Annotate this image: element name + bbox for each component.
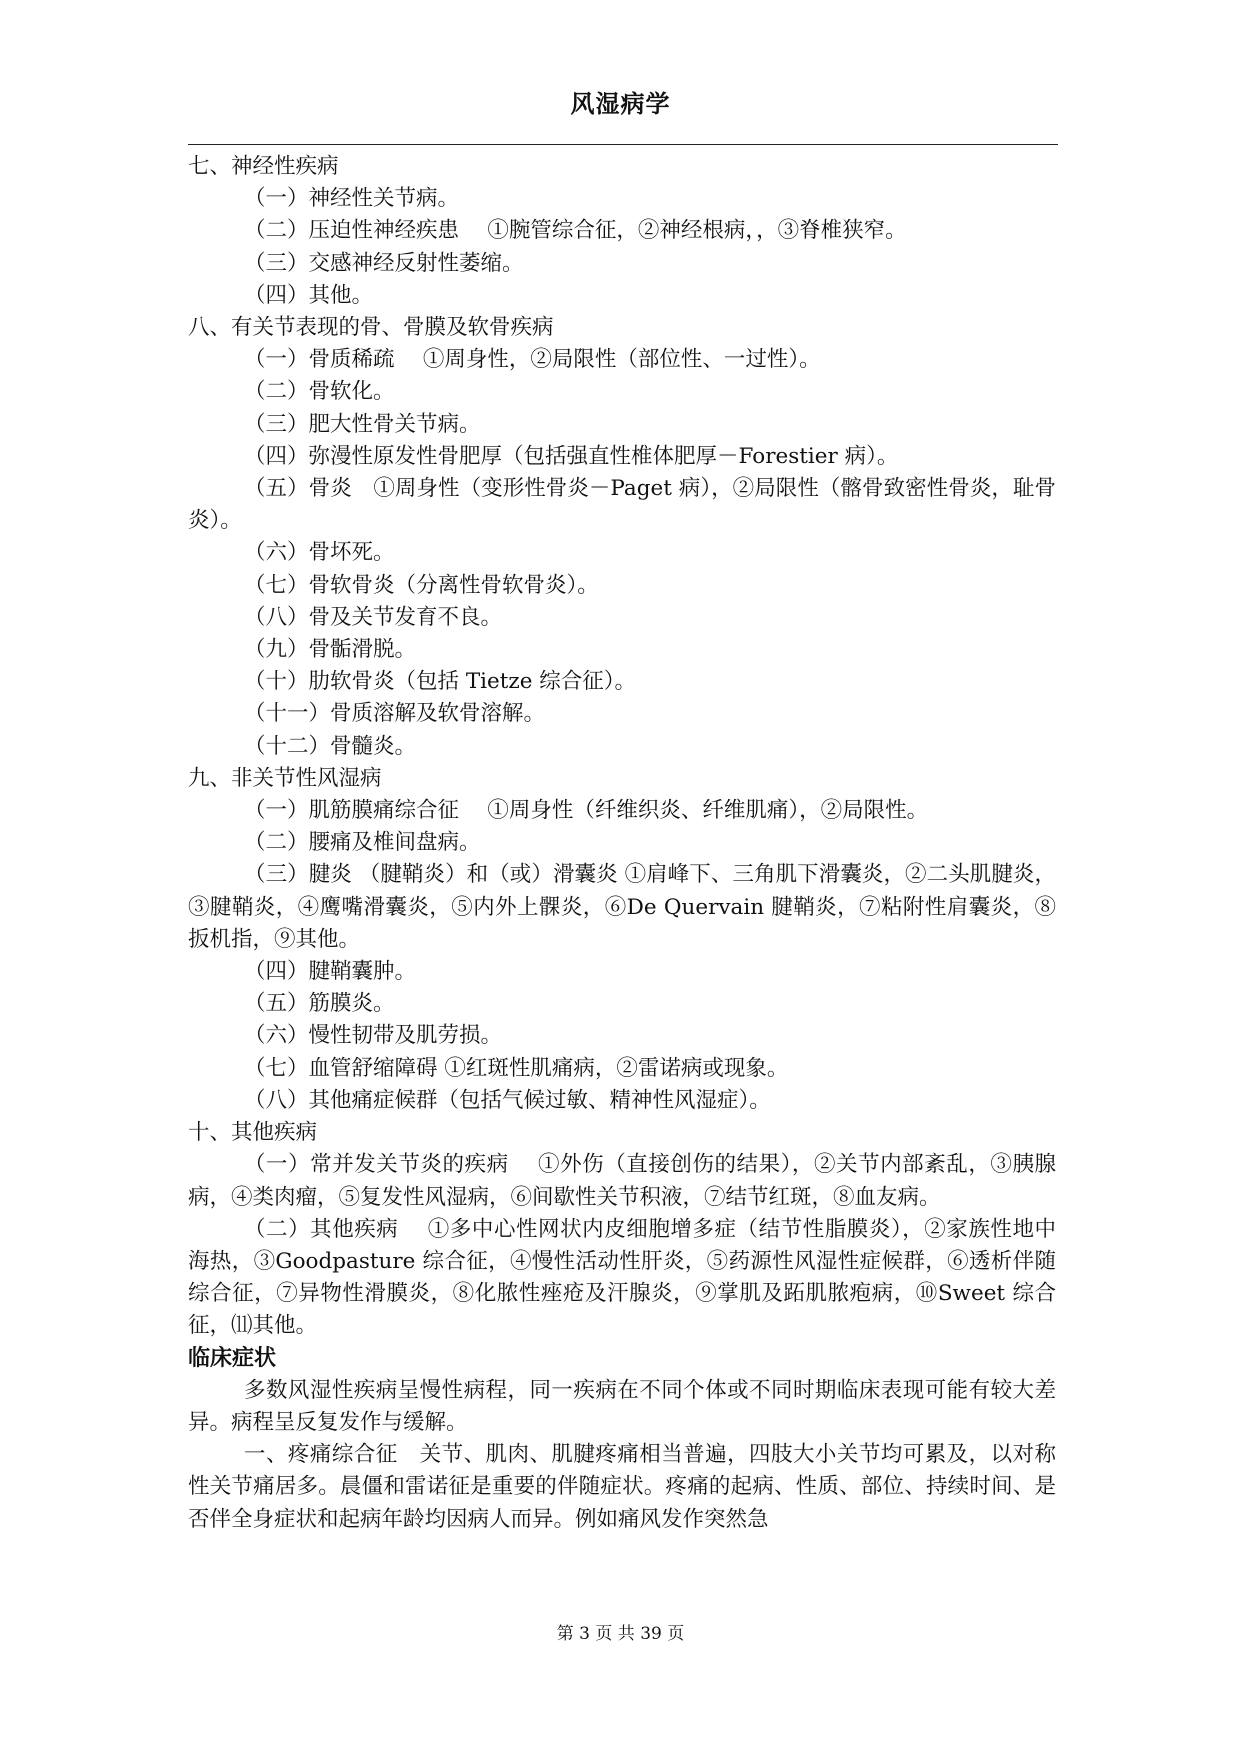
body-paragraph: （九）骨骺滑脱。 [244, 637, 417, 663]
body-paragraph: （十一）骨质溶解及软骨溶解。 [244, 701, 546, 727]
page-header-title: 风湿病学 [570, 90, 671, 118]
header-divider [188, 144, 1058, 145]
body-paragraph: （八）其他痛症候群（包括气候过敏、精神性风湿症）。 [244, 1087, 771, 1113]
body-paragraph: 多数风湿性疾病呈慢性病程，同一疾病在不同个体或不同时期临床表现可能有较大差异。病程呈反复发作与缓解。 [188, 1377, 1056, 1435]
section-heading: 七、神经性疾病 [188, 154, 339, 179]
body-paragraph: （三）腱炎 （腱鞘炎）和（或）滑囊炎 ①肩峰下、三角肌下滑囊炎，②二头肌腱炎，③腱鞘炎，④鹰嘴滑囊炎，⑤内外上髁炎，⑥De Quervain 腱鞘炎，⑦粘附性肩囊炎，⑧扳机指，⑨其他。 [188, 862, 1056, 952]
body-paragraph: （二）压迫性神经疾患 ①腕管综合征，②神经根病，，③脊椎狭窄。 [244, 218, 907, 244]
section-heading: 八、有关节表现的骨、骨膜及软骨疾病 [188, 315, 554, 341]
body-paragraph: （一）神经性关节病。 [244, 186, 460, 212]
body-paragraph: （一）肌筋膜痛综合征 ①周身性（纤维织炎、纤维肌痛），②局限性。 [244, 798, 929, 824]
body-paragraph: （五）骨炎 ①周身性（变形性骨炎－Paget 病），②局限性（髂骨致密性骨炎，耻骨炎）。 [188, 476, 1056, 534]
body-paragraph: （六）慢性韧带及肌劳损。 [244, 1023, 503, 1049]
body-paragraph: （四）其他。 [244, 282, 374, 308]
body-paragraph: （二）骨软化。 [244, 379, 395, 405]
body-paragraph: （二）腰痛及椎间盘病。 [244, 830, 481, 856]
section-heading: 十、其他疾病 [188, 1120, 318, 1146]
body-paragraph: （四）腱鞘囊肿。 [244, 959, 417, 985]
body-paragraph: （八）骨及关节发育不良。 [244, 604, 503, 630]
body-paragraph: （五）筋膜炎。 [244, 991, 395, 1017]
body-paragraph: （二）其他疾病 ①多中心性网状内皮细胞增多症（结节性脂膜炎），②家族性地中海热，③Goodpasture 综合征，④慢性活动性肝炎，⑤药源性风湿性症候群，⑥透析伴随综合征，⑦异物性滑膜炎，⑧化脓性痤疮及汗腺炎，⑨掌肌及跖肌脓疱病，⑩Sweet 综合征，⑾其他。 [188, 1216, 1056, 1339]
body-paragraph: （七）骨软骨炎（分离性骨软骨炎）。 [244, 572, 599, 598]
body-paragraph: （六）骨坏死。 [244, 540, 395, 566]
section-heading: 九、非关节性风湿病 [188, 765, 382, 791]
page-number-footer: 第 3 页 共 39 页 [556, 1624, 685, 1644]
body-paragraph: （十）肋软骨炎（包括 Tietze 综合征）。 [244, 669, 637, 695]
body-paragraph: （十二）骨髓炎。 [244, 733, 417, 759]
body-paragraph: （三）肥大性骨关节病。 [244, 411, 481, 437]
body-paragraph: （一）骨质稀疏 ①周身性，②局限性（部位性、一过性）。 [244, 347, 821, 373]
body-paragraph: （一）常并发关节炎的疾病 ①外伤（直接创伤的结果），②关节内部紊乱，③胰腺病，④类肉瘤，⑤复发性风湿病，⑥间歇性关节积液，⑦结节红斑，⑧血友病。 [188, 1152, 1056, 1210]
body-paragraph: 一、疼痛综合征 关节、肌肉、肌腱疼痛相当普遍，四肢大小关节均可累及，以对称性关节痛居多。晨僵和雷诺征是重要的伴随症状。疼痛的起病、性质、部位、持续时间、是否伴全身症状和起病年龄均因病人而异。例如痛风发作突然急 [188, 1442, 1056, 1532]
subsection-heading: 临床症状 [188, 1345, 277, 1371]
body-paragraph: （七）血管舒缩障碍 ①红斑性肌痛病，②雷诺病或现象。 [244, 1055, 789, 1081]
body-paragraph: （四）弥漫性原发性骨肥厚（包括强直性椎体肥厚－Forestier 病）。 [244, 443, 899, 469]
body-paragraph: （三）交感神经反射性萎缩。 [244, 250, 524, 276]
document-body [188, 151, 1056, 1536]
